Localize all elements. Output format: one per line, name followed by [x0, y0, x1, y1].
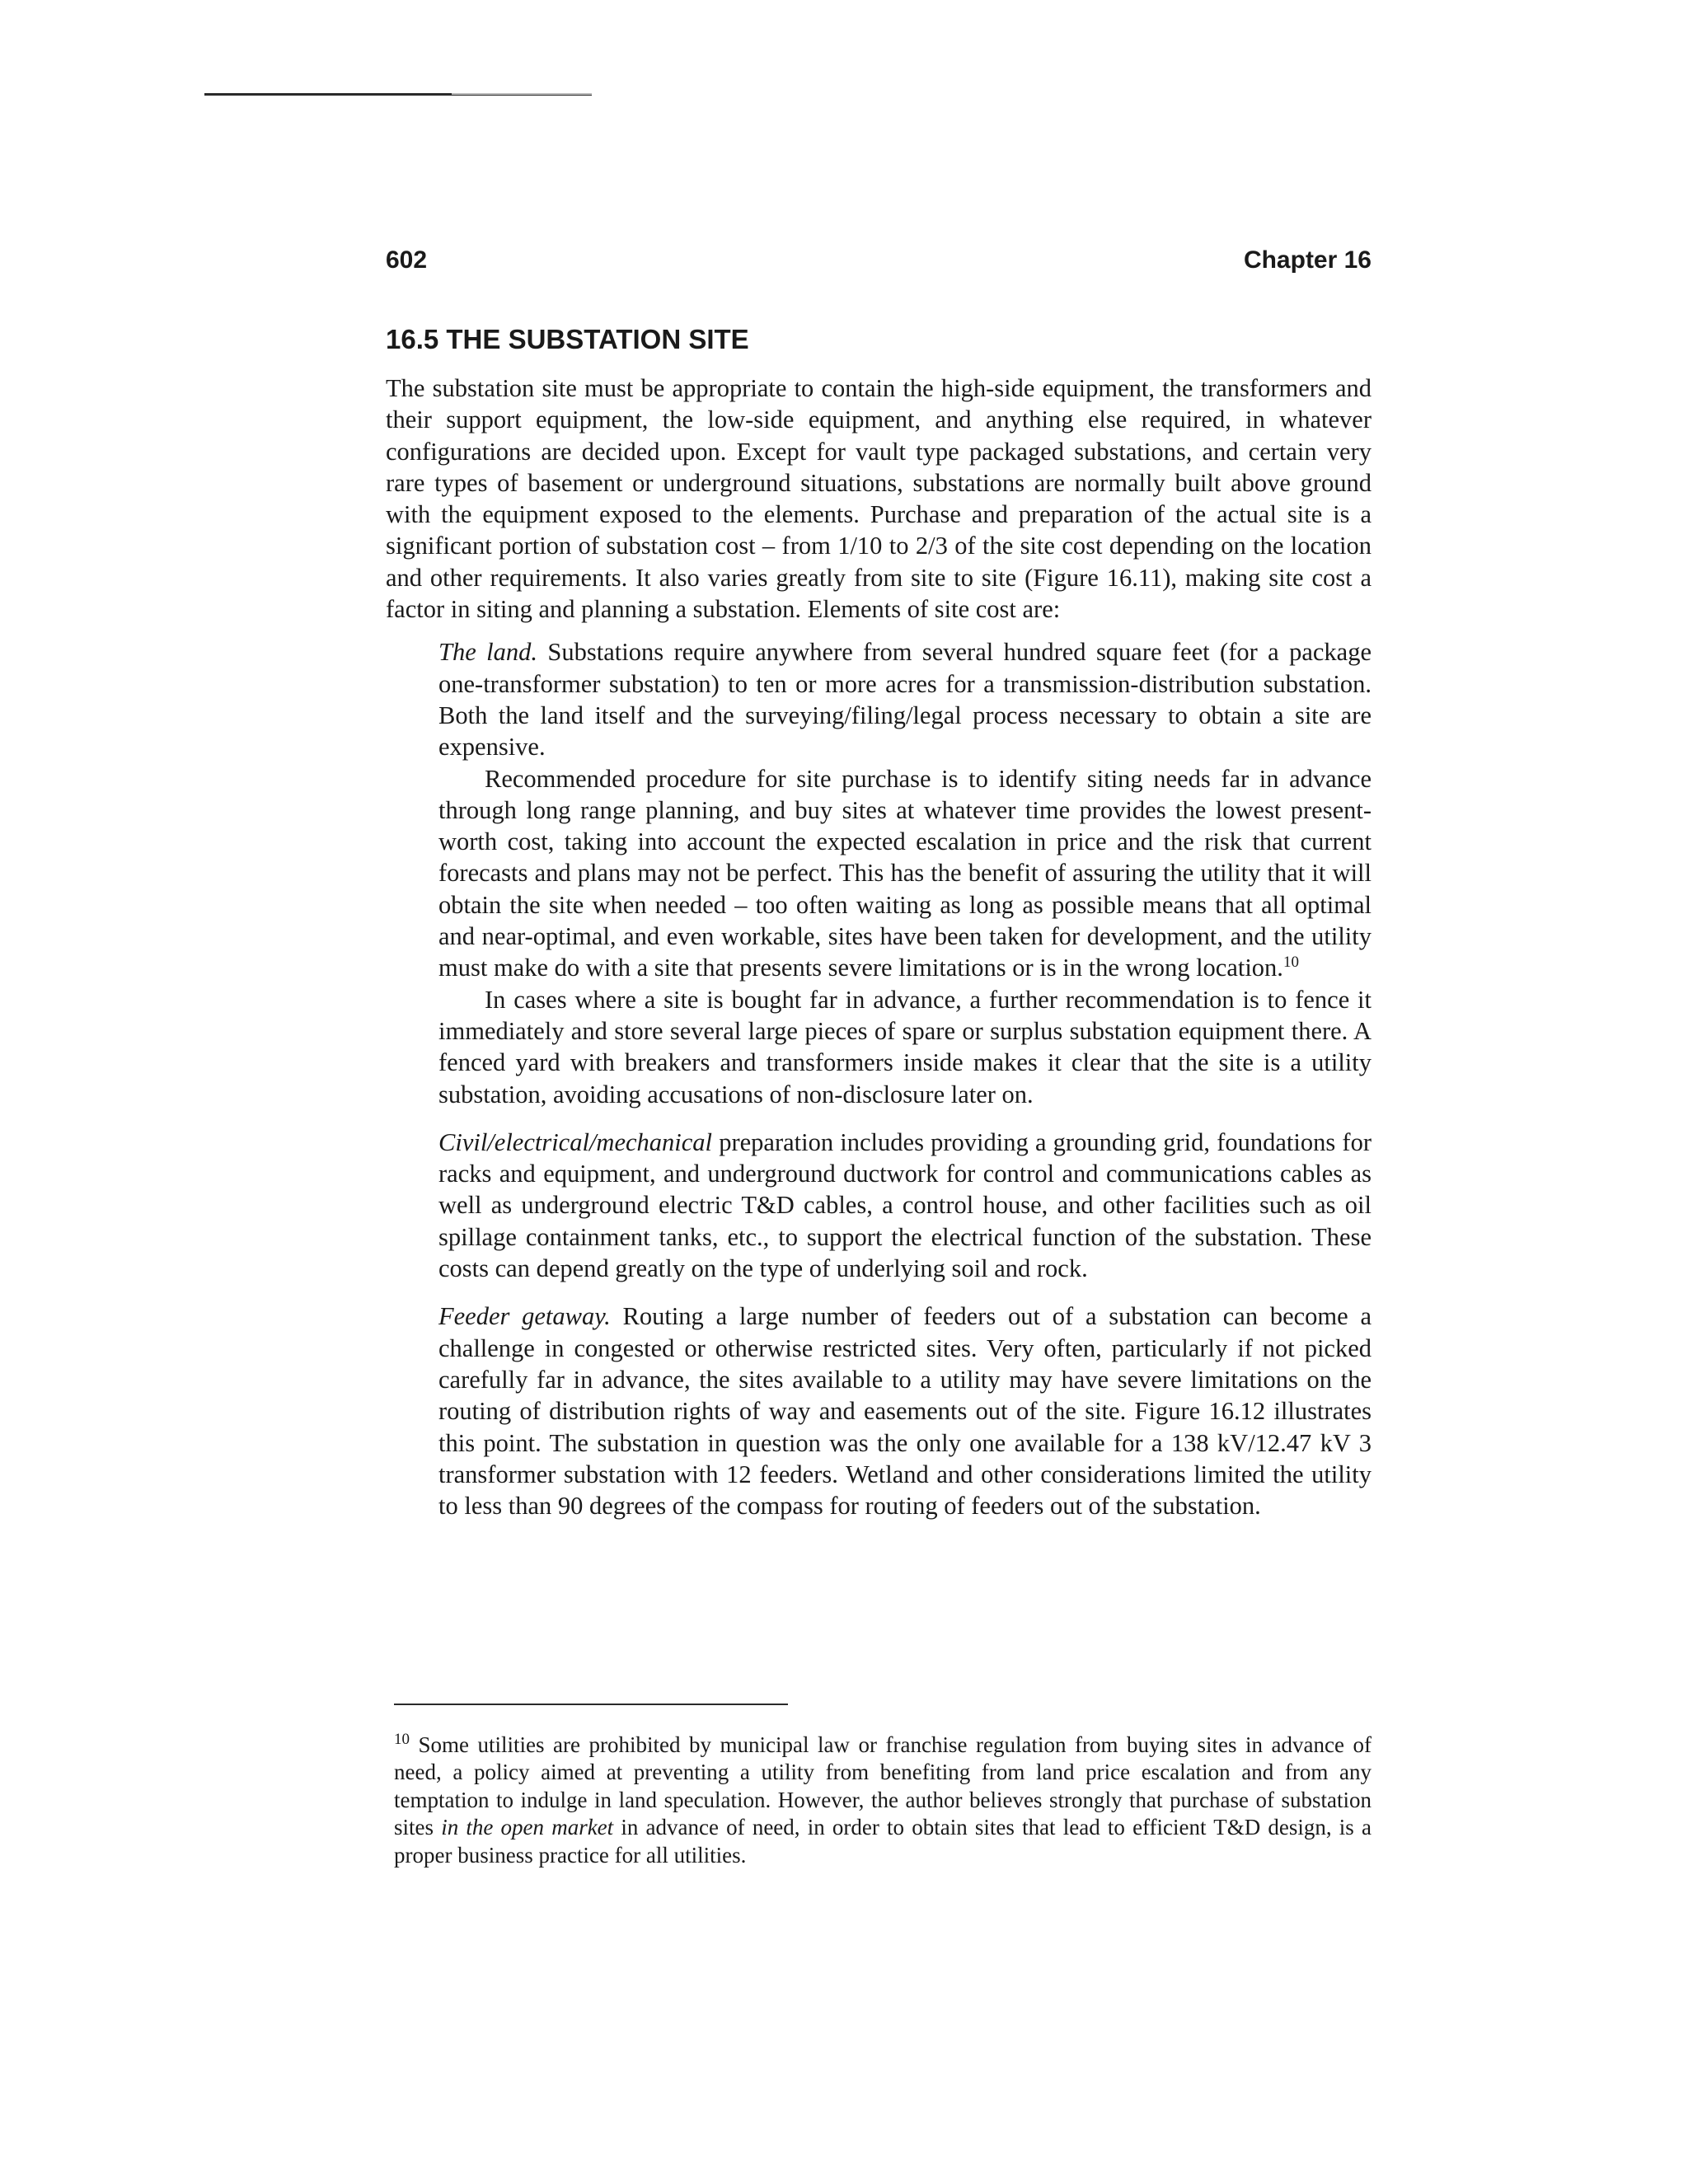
footnote-emphasis: in the open market — [441, 1815, 614, 1840]
item-civil — [438, 1127, 1372, 1284]
body-text — [386, 373, 1372, 1521]
running-head-chapter: Chapter 16 — [1243, 246, 1372, 274]
land-text: Substations require anywhere from several hundred square feet (for a package one-transformer substation) to ten or more acres for a transmission-distribution substation. Both the land itself and the surveying/filing/legal process necessary to obtain a site are expensive. — [438, 638, 1372, 762]
civil-term: Civil/electrical/mechanical — [438, 1127, 713, 1156]
feeder-paragraph — [438, 1301, 1372, 1521]
footnote-number: 10 — [394, 1731, 410, 1748]
site-purchase-text: Recommended procedure for site purchase is to identify siting needs far in advance through long range planning, and buy sites at whatever time provides the lowest present-worth cost, taking into account the expected escalation in price and the risk that current forecasts and plans may not be perfect. This has the benefit of assuring the utility that it will obtain the site when needed – too often waiting as long as possible means that all optimal and near-optimal, and even workable, sites have been taken for development, and the utility must make do with a site that presents severe limitations or is in the wrong location. — [438, 764, 1372, 982]
site-purchase-paragraph — [438, 763, 1372, 984]
fence-paragraph: In cases where a site is bought far in advance, a further recommendation is to fence it immediately and store several large pieces of spare or surplus substation equipment there. A fenced yard with breakers and transformers inside makes it clear that the site is a utility substation, avoiding accusations of non-disclosure later on. — [438, 985, 1372, 1108]
civil-text: preparation includes providing a grounding grid, foundations for racks and equipment, and underground ductwork for control and communications cables as well as underground electric T&D cables, a control house, and other facilities such as oil spillage containment tanks, etc., to support the electrical function of the substation. These costs can depend greatly on the type of underlying soil and rock. — [438, 1127, 1372, 1283]
intro-paragraph: The substation site must be appropriate to contain the high-side equipment, the transformers and their support equipment, the low-side equipment, and anything else required, in whatever configurations are decided upon. Except for vault type packaged substations, and certain very rare types of basement or underground situations, substations are normally built above ground with the equipment exposed to the elements. Purchase and preparation of the actual site is a significant portion of substation cost – from 1/10 to 2/3 of the site cost depending on the location and other requirements. It also varies greatly from site to site (Figure 16.11), making site cost a factor in siting and planning a substation. Elements of site cost are: — [386, 374, 1372, 624]
section-heading: 16.5 THE SUBSTATION SITE — [386, 324, 749, 354]
top-rule — [204, 93, 592, 96]
land-term: The land. — [438, 638, 537, 667]
feeder-term: Feeder getaway. — [438, 1302, 611, 1331]
item-land — [438, 636, 1372, 1109]
footnote-text-after: in advance of need, in order to obtain sites that lead to efficient T&D design, is a proper business practice for all utilities. — [394, 1815, 1372, 1868]
footnote-reference: 10 — [1282, 954, 1299, 972]
item-feeder — [438, 1301, 1372, 1521]
civil-paragraph — [438, 1127, 1372, 1284]
page-number: 602 — [386, 246, 428, 274]
feeder-text: Routing a large number of feeders out of a substation can become a challenge in congested or otherwise restricted sites. Very often, particularly if not picked carefully far in advance, the sites available to a utility may have severe limitations on the routing of distribution rights of way and easements out of the site. Figure 16.12 illustrates this point. The substation in question was the only one available for a 138 kV/12.47 kV 3 transformer substation with 12 feeders. Wetland and other considerations limited the utility to less than 90 degrees of the compass for routing of feeders out of the substation. — [438, 1302, 1372, 1521]
land-paragraph — [438, 636, 1372, 762]
footnote — [394, 1732, 1372, 1869]
footnote-text-before: Some utilities are prohibited by municipal law or franchise regulation from buying sites in advance of need, a policy aimed at preventing a utility from benefiting from land price escalation and from any temptation to indulge in land speculation. However, the author believes strongly that purchase of substation sites — [394, 1732, 1372, 1840]
footnote-rule — [394, 1704, 788, 1705]
